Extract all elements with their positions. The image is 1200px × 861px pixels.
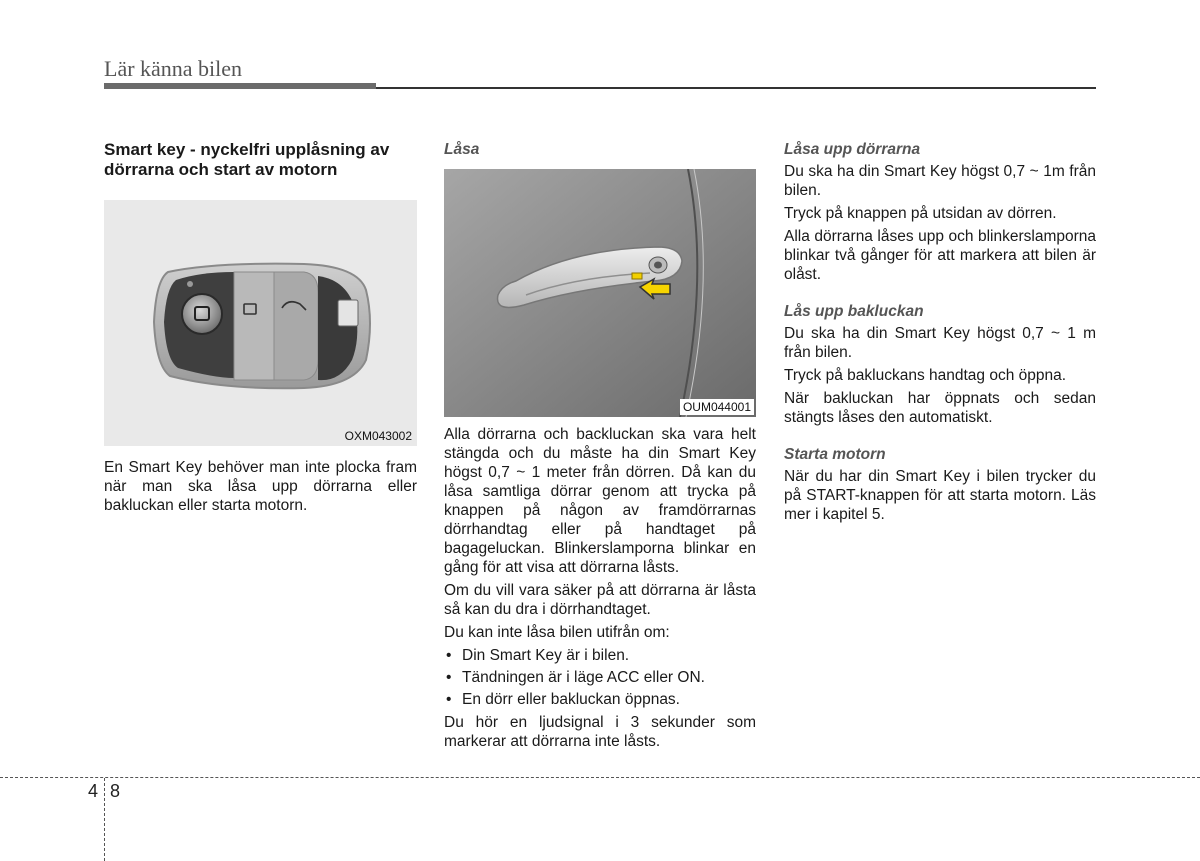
lock-paragraph-4: Du hör en ljudsignal i 3 sekunder som markerar att dörrarna inte låsts. <box>444 714 756 750</box>
intro-paragraph: En Smart Key behöver man inte plocka fram när man ska låsa upp dörrarna eller bakluckan eller starta motorn. <box>104 459 417 514</box>
lock-paragraph-2: Om du vill vara säker på att dörrarna är låsta så kan du dra i dörrhandtaget. <box>444 582 756 618</box>
subheading-unlock-tailgate: Lås upp bakluckan <box>784 303 924 320</box>
smart-key-illustration <box>104 200 417 446</box>
lock-paragraph-3: Du kan inte låsa bilen utifrån om: <box>444 624 670 641</box>
subheading-lock: Låsa <box>444 141 480 158</box>
header-rule-thin <box>376 87 1096 89</box>
list-item: • En dörr eller bakluckan öppnas. <box>444 690 756 709</box>
figure-code: OXM043002 <box>344 429 412 443</box>
header-rule-thick <box>104 83 376 89</box>
footer-dashed-divider <box>104 778 105 861</box>
list-item: • Din Smart Key är i bilen. <box>444 646 756 665</box>
footer-dashed-line <box>0 777 1200 778</box>
list-item: • Tändningen är i läge ACC eller ON. <box>444 668 756 687</box>
tailgate-paragraph-1: Du ska ha din Smart Key högst 0,7 ~ 1 m från bilen. <box>784 325 1096 361</box>
page-index: 8 <box>110 781 121 801</box>
column-2 <box>444 140 756 755</box>
door-handle-figure <box>444 169 756 417</box>
section-heading: Smart key - nyckelfri upplåsning av dörrarna och start av motorn <box>104 140 390 179</box>
tailgate-paragraph-2: Tryck på bakluckans handtag och öppna. <box>784 367 1067 384</box>
figure-code: OUM044001 <box>680 399 754 415</box>
unlock-paragraph-2: Tryck på knappen på utsidan av dörren. <box>784 205 1057 222</box>
subheading-start-engine: Starta motorn <box>784 446 886 463</box>
column-3 <box>784 140 1096 528</box>
unlock-paragraph-1: Du ska ha din Smart Key högst 0,7 ~ 1m från bilen. <box>784 163 1096 199</box>
start-paragraph-1: När du har din Smart Key i bilen trycker du på START-knappen för att starta motorn. Läs mer i kapitel 5. <box>784 468 1096 523</box>
tailgate-paragraph-3: När bakluckan har öppnats och sedan stängts låses den automatiskt. <box>784 390 1096 426</box>
column-1 <box>104 140 417 519</box>
smart-key-figure <box>104 200 417 446</box>
lock-conditions-list <box>444 646 756 709</box>
subheading-unlock-doors: Låsa upp dörrarna <box>784 141 921 158</box>
door-handle-illustration <box>444 169 756 417</box>
lock-paragraph-1: Alla dörrarna och backluckan ska vara helt stängda och du måste ha din Smart Key högst 0,7 ~ 1 meter från dörren. Då kan du låsa samtliga dörrar genom att trycka på knappen på någon av framdörrarnas dörrhandtag eller på handtaget på bagageluckan. Blinkerslamporna blinkar en gång för att visa att dörrarna låsts. <box>444 426 756 576</box>
chapter-number: 4 <box>88 781 99 801</box>
unlock-paragraph-3: Alla dörrarna låses upp och blinkerslamporna blinkar två gånger för att markera att bilen är olåst. <box>784 228 1096 283</box>
page-header-title: Lär känna bilen <box>104 56 243 81</box>
